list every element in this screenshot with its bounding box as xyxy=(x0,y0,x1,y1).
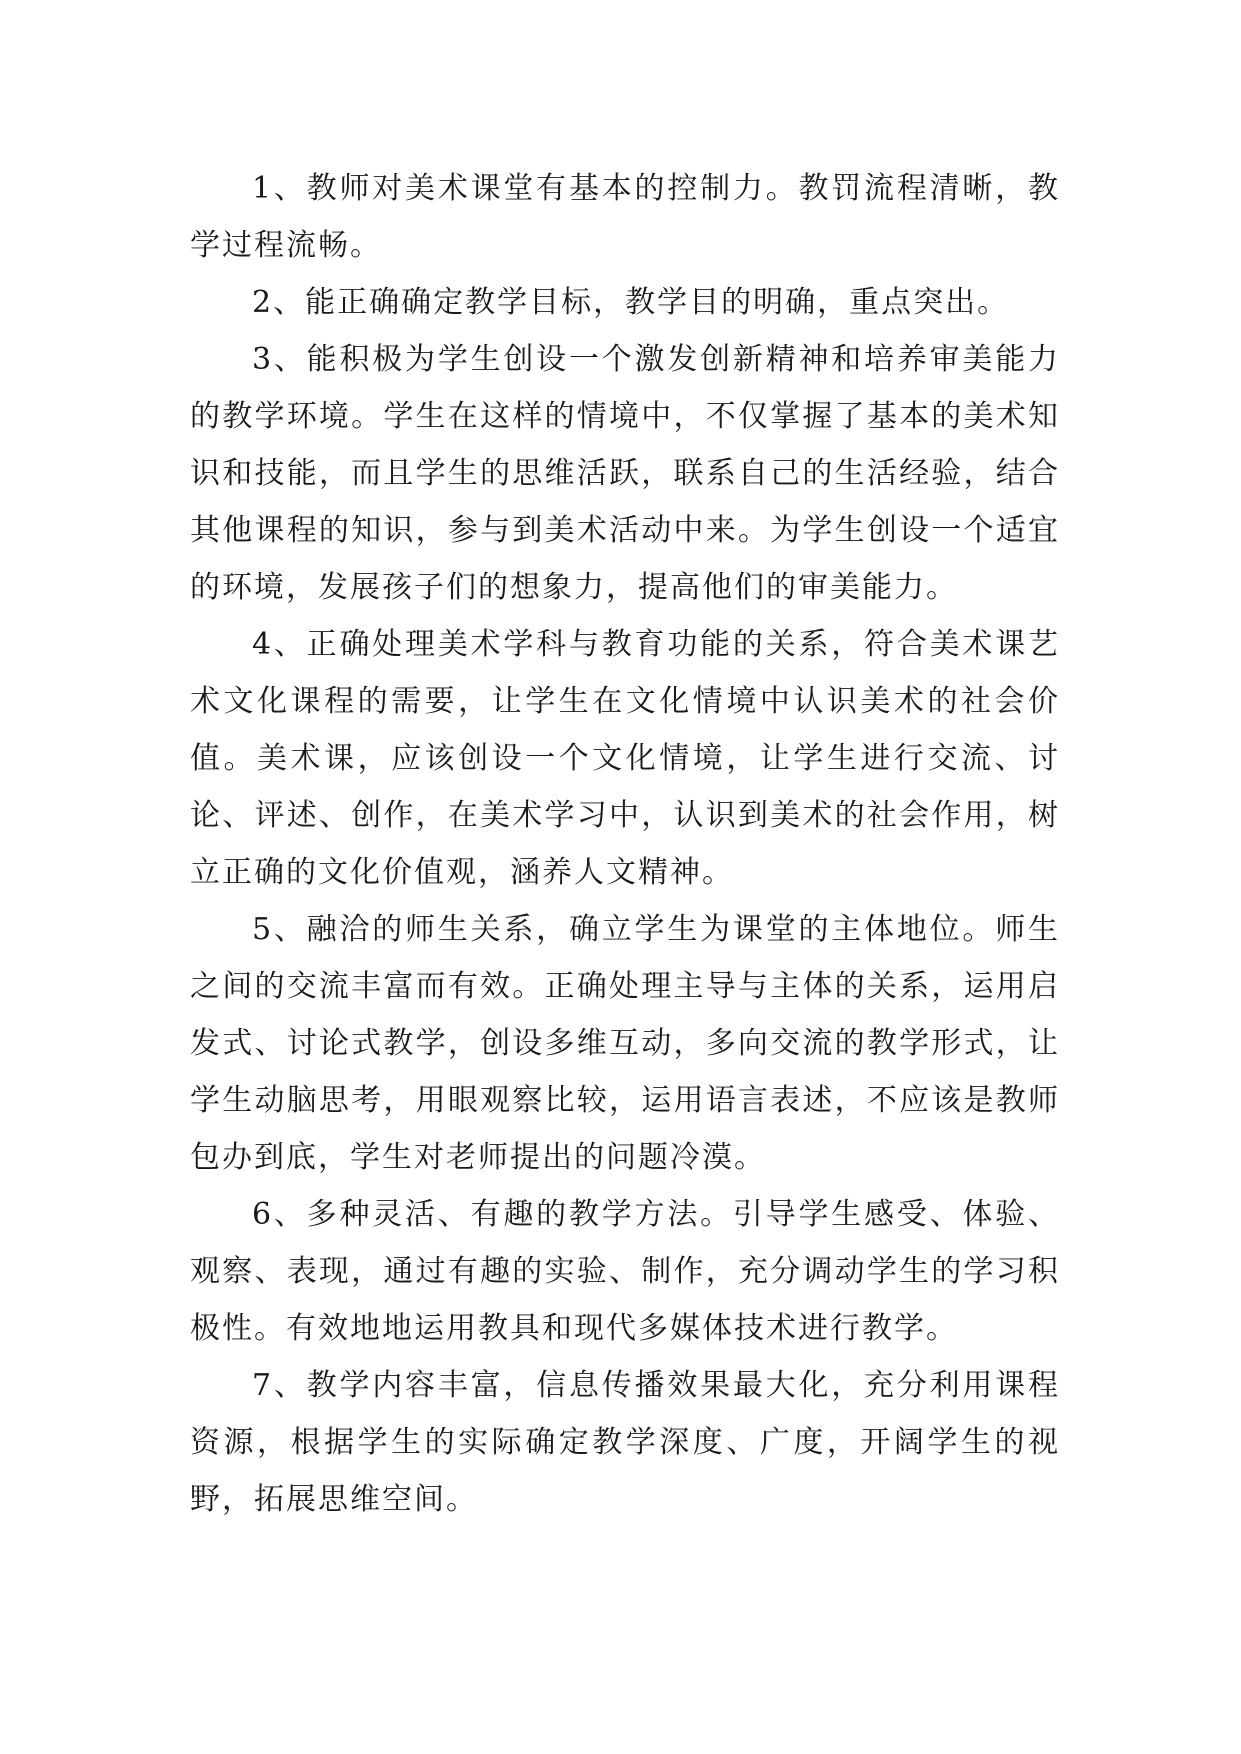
paragraph-3: 3、能积极为学生创设一个激发创新精神和培养审美能力的教学环境。学生在这样的情境中，不仅掌握了基本的美术知识和技能，而且学生的思维活跃，联系自己的生活经验，结合其他课程的知识，参与到美术活动中来。为学生创设一个适宜的环境，发展孩子们的想象力，提高他们的审美能力。 xyxy=(190,342,1060,605)
paragraph-1: 1、教师对美术课堂有基本的控制力。教罚流程清晰，教学过程流畅。 xyxy=(190,171,1060,263)
paragraph-6: 6、多种灵活、有趣的教学方法。引导学生感受、体验、观察、表现，通过有趣的实验、制作，充分调动学生的学习积极性。有效地地运用教具和现代多媒体技术进行教学。 xyxy=(190,1197,1060,1346)
document-body xyxy=(190,160,1060,1528)
paragraph-7: 7、教学内容丰富，信息传播效果最大化，充分利用课程资源，根据学生的实际确定教学深度、广度，开阔学生的视野，拓展思维空间。 xyxy=(190,1368,1060,1517)
paragraph-5: 5、融洽的师生关系，确立学生为课堂的主体地位。师生之间的交流丰富而有效。正确处理主导与主体的关系，运用启发式、讨论式教学，创设多维互动，多向交流的教学形式，让学生动脑思考，用眼观察比较，运用语言表述，不应该是教师包办到底，学生对老师提出的问题冷漠。 xyxy=(190,912,1060,1175)
paragraph-2: 2、能正确确定教学目标，教学目的明确，重点突出。 xyxy=(252,285,1010,320)
paragraph-4: 4、正确处理美术学科与教育功能的关系，符合美术课艺术文化课程的需要，让学生在文化情境中认识美术的社会价值。美术课，应该创设一个文化情境，让学生进行交流、讨论、评述、创作，在美术学习中，认识到美术的社会作用，树立正确的文化价值观，涵养人文精神。 xyxy=(190,627,1060,890)
